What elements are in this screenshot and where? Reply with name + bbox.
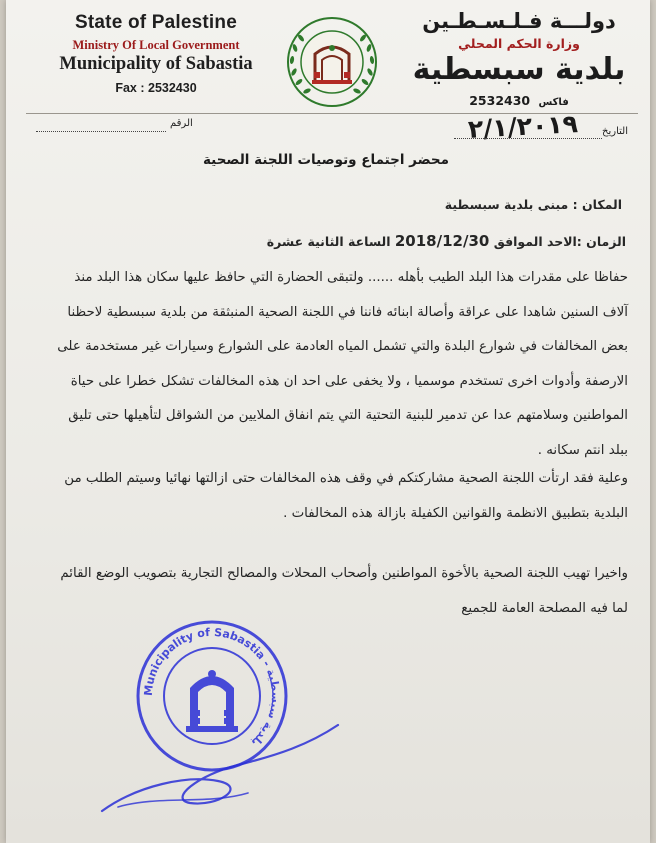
paragraph-line: آلاف السنين شاهدا على عراقة وأصالة ابنائه فاننا في اللجنة الصحية المنبثقة من بلدية سبسطية لاحظنا [67,304,628,320]
paragraph-1 [26,261,628,468]
state-name-ar: دولـــة فـلـسـطـين [422,9,616,33]
meeting-date: 2018/12/30 [394,232,490,250]
municipality-name-ar: بلدية سبسطية [412,52,626,87]
fax-number-ar: 2532430 [469,93,531,108]
fax-en: Fax : 2532430 [115,81,197,95]
date-label: التاريخ [602,126,628,137]
fax-label-ar: فاكس [538,97,569,108]
state-name-en: State of Palestine [75,12,237,33]
english-letterhead [46,12,266,95]
municipality-emblem-logo [282,10,382,110]
paragraph-line: لما فيه المصلحة العامة للجميع [461,600,628,616]
municipality-name-en: Municipality of Sabastia [59,54,253,74]
reference-label: الرقم [170,118,193,129]
arabic-letterhead [404,6,634,108]
date-dotted-line [454,134,602,139]
handwritten-date: ٢/١/٢٠١٩ [467,109,579,144]
stamp-ring-text: Municipality of Sabastia - بلدية سبسطية [141,625,283,750]
document-title: محضر اجتماع وتوصيات اللجنة الصحية [203,152,449,168]
document-page [6,0,650,843]
paragraph-line: الارصفة وأدوات اخرى تستخدم موسميا ، ولا يخفى على احد ان هذه المخالفات تشكل خطرا على حياة [70,373,628,389]
paragraph-line: بعض المخالفات في شوارع البلدة والتي تشمل المياه العادمة على الشوارع وسيارات غير مستخدمة على [57,339,628,354]
ministry-name-ar: وزارة الحكم المحلي [458,36,580,51]
paragraph-line: وعلية فقد ارتأت اللجنة الصحية مشاركتكم في وقف هذه المخالفات حتى ازالتها نهائيا وسيتم الطلب من [64,471,628,486]
place-line: المكان : مبنى بلدية سبسطية [444,197,622,212]
handwritten-signature [98,715,358,835]
ministry-name-en: Ministry Of Local Government [72,38,240,52]
paragraph-line: واخيرا تهيب اللجنة الصحية بالأخوة المواطنين وأصحاب المحلات والمصالح التجارية بتصويب الوضع القائم [60,566,628,581]
paragraph-line: ببلد انتم سكانه . [537,442,628,458]
paragraph-line: المواطنين وسلامتهم عدا عن تدمير للبنية التحتية التي يتم انفاق الملايين من الشواقل لتأهيلها حتى تليق [68,408,628,423]
fax-ar [404,93,634,108]
paragraph-line: حفاظا على مقدرات هذا البلد الطيب بأهله ...... ولتبقى الحضارة التي حافظ عليها سكان هذا البلد منذ [74,270,628,285]
paragraph-line: البلدية بتطبيق الانظمة والقوانين الكفيلة بازالة هذه المخالفات . [283,505,628,521]
paragraph-3 [26,557,628,626]
time-prefix: الزمان :الاحد الموافق [493,234,626,249]
time-line [267,232,626,250]
time-suffix: الساعة الثانية عشرة [266,234,391,249]
reference-dotted-line [36,121,166,132]
paragraph-2 [26,462,628,531]
